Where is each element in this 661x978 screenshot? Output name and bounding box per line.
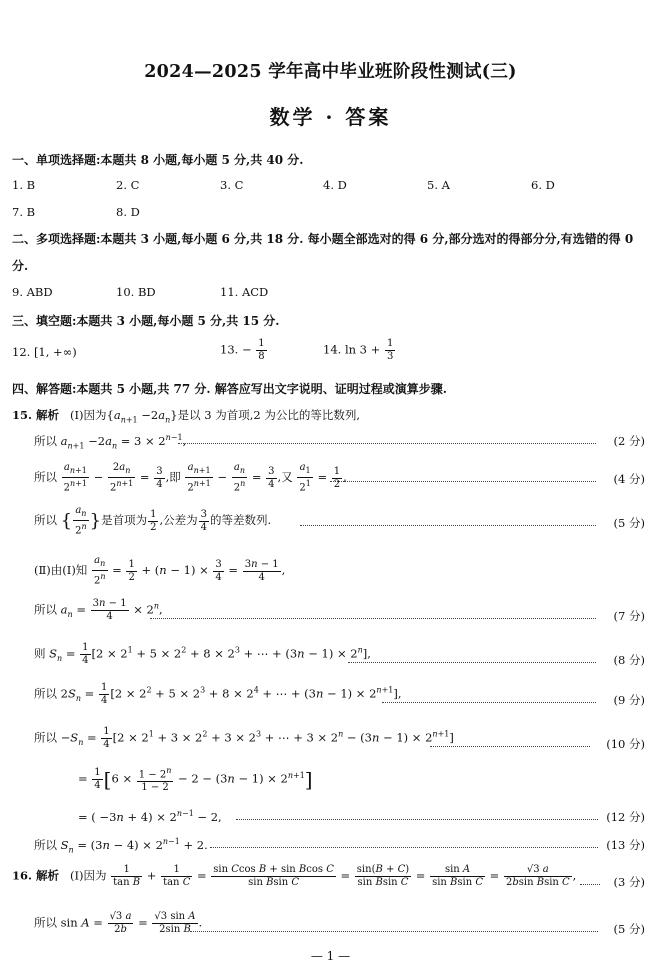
leader-dots [382,702,596,703]
answer-11: 11. ACD [220,285,269,299]
section-4-heading: 四、解答题:本题共 5 小题,共 77 分. 解答应写出文字说明、证明过程或演算步骤. [12,382,447,396]
q15-line-4: 所以 { $\frac{a_n}{2^n}$ }是首项为 $\frac{1}{2}$ ,公差为 $\frac{3}{4}$ 的等差数列. [34,505,272,537]
q15-line-1: 15. 解析 (Ⅰ)因为$\{a_{n+1} -2a_n\}$是以 3 为首项,2 为公比的等比数列, [12,408,360,425]
answer-2: 2. C [116,178,140,192]
q15-line-3: 所以 $\frac{a_{n+1}}{2^{n+1}}$ − $\frac{2a_n}{2^{n+1}}$ = $\frac{3}{4}$ ,即 $\frac{a_{n+1}}{2^{n+1}}$ − $\frac{a_n}{2^n}$ = $\frac{3}{4}$ ,又 $\frac{a_1}{2^1}$ = $\frac{1}{2}$ , [34,462,347,494]
leader-dots [236,819,598,820]
leader-dots [300,525,596,526]
leader-dots [330,481,596,482]
q16-line-2: 所以 sin A = $\frac{√3 a}{2b}$ = $\frac{\text{√3 sin A}}{\text{2sin B}}$ . [34,911,203,935]
answer-13-prefix: 13. − [220,342,252,357]
section-1-heading: 一、单项选择题:本题共 8 小题,每小题 5 分,共 40 分. [12,153,304,167]
q15-line-9: 所以 $-S_n$ = $\frac{1}{4}$ [$2 \times 2^1 + 3 \times 2^2 + 3 \times 2^3$ + ⋯ + $3 \times 2^n - (3n - 1) \times 2^{n+1}$] [34,726,454,750]
q15-line-5: (Ⅱ)由(Ⅰ)知 $\frac{a_n}{2^n}$ = $\frac{1}{2}$ + (n − 1) × $\frac{3}{4}$ = $\frac{3n - 1}{4}$ , [34,555,286,587]
answer-7: 7. B [12,205,36,219]
answer-1: 1. B [12,178,36,192]
leader-dots [580,884,600,885]
q15-line-11: = ( $-3n + 4) \times 2^{n-1} - 2$, [78,809,222,824]
leader-dots [210,847,598,848]
q16-line-1: 16. 解析 (Ⅰ)因为 $\frac{1}{\text{tan B}}$ + $\frac{1}{\text{tan C}}$ = $\frac{\text{sin Ccos B + sin Bcos C}}{\text{sin Bsin C}}$ = $\frac{\sin(B + C)}{\text{sin Bsin C}}$ = $\frac{\text{sin A}}{\text{sin Bsin C}}$ = $\frac{√3 a}{\text{2bsin Bsin C}}$ , [12,864,577,888]
section-3-heading: 三、填空题:本题共 3 小题,每小题 5 分,共 15 分. [12,314,280,328]
q15-points-7: (7 分) [613,609,645,623]
q16-points-5: (5 分) [613,922,645,936]
fraction: $\frac{1}{3}$ [386,338,394,362]
q15-line-2: 所以 $a_{n+1} -2a_n = 3 \times 2^{n-1}$, [34,433,187,451]
q15-line-12: 所以 $S_n = (3n - 4) \times 2^{n-1} + 2$. [34,837,208,855]
q15-points-12: (12 分) [606,810,645,824]
answer-4: 4. D [323,178,347,192]
q15-points-10: (10 分) [606,737,645,751]
section-2-heading: 二、多项选择题:本题共 3 小题,每小题 6 分,共 18 分. 每小题全部选对的得 6 分,部分选对的得部分分,有选错的得 0 分. [12,232,634,273]
q15-line-8: 所以 $2S_n$ = $\frac{1}{4}$ [$2 \times 2^2 + 5 \times 2^3 + 8 \times 2^4$ + ⋯ + $(3n - 1) \times 2^{n+1}$], [34,682,402,706]
answer-6: 6. D [531,178,555,192]
answer-14-prefix: 14. ln 3 + [323,342,381,357]
page-title: 2024—2025 学年高中毕业班阶段性测试(三) [144,62,517,82]
leader-dots [190,931,598,932]
page-subtitle: 数学 · 答案 [269,105,392,129]
leader-dots [178,443,596,444]
q15-points-9: (9 分) [613,693,645,707]
leader-dots [430,746,590,747]
leader-dots [150,618,596,619]
q15-line-7: 则 $S_n$ = $\frac{1}{4}$ [$2 \times 2^1 + 5 \times 2^2 + 8 \times 2^3$ + ⋯ + $(3n - 1) \times 2^n$], [34,642,371,666]
answer-8: 8. D [116,205,140,219]
q15-points-5: (5 分) [613,516,645,530]
answer-9: 9. ABD [12,285,53,299]
leader-dots [348,662,596,663]
q15-label: 15. 解析 [12,408,60,422]
q15-line-6: 所以 $a_n$ = $\frac{3n - 1}{4}$ × $2^n$, [34,598,163,622]
q15-points-2: (2 分) [613,434,645,448]
q15-line-10: = $\frac{1}{4}$ [6 × $\frac{1 - 2^n}{1 - 2}$ − $2 - (3n - 1) \times 2^{n+1}$] [78,766,313,794]
q15-points-4: (4 分) [613,472,645,486]
page-number: — 1 — [310,949,351,963]
fraction: $\frac{1}{8}$ [258,338,265,362]
answer-3: 3. C [220,178,244,192]
answer-12: 12. [1, +∞) [12,345,77,359]
q15-points-13: (13 分) [606,838,645,852]
answer-5: 5. A [427,178,450,192]
answer-14 [323,338,396,363]
answer-10: 10. BD [116,285,156,299]
answer-13 [220,338,268,363]
q15-points-8: (8 分) [613,653,645,667]
q16-points-3: (3 分) [613,875,645,889]
q16-label: 16. 解析 [12,868,60,883]
